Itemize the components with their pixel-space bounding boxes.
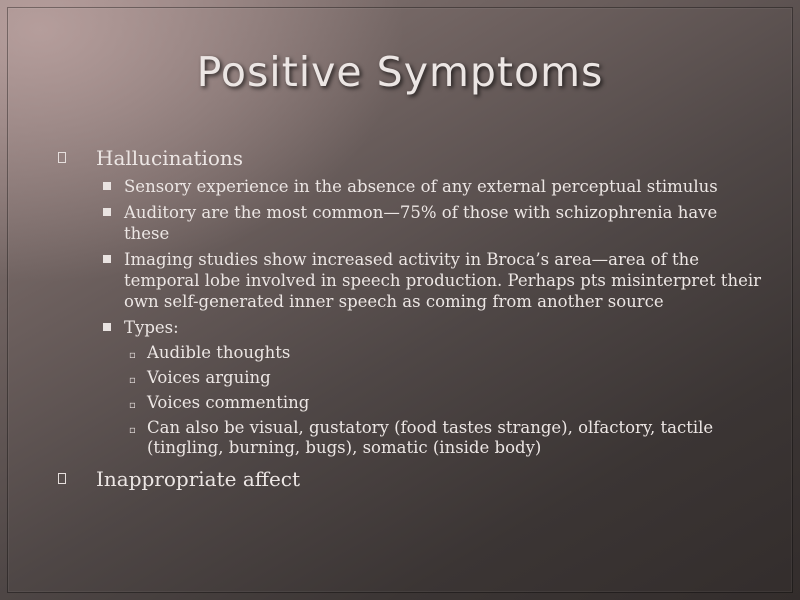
hollow-square-bullet-icon — [58, 473, 66, 484]
bullet-level1 — [58, 146, 763, 170]
bullet-text: Sensory experience in the absence of any external perceptual stimulus — [124, 177, 718, 196]
filled-square-bullet-icon — [103, 323, 111, 331]
bullet-level2 — [58, 176, 763, 197]
bullet-text: Inappropriate affect — [96, 467, 301, 491]
bullet-text: Hallucinations — [96, 146, 244, 170]
bullet-level3 — [58, 393, 763, 413]
bullet-level1 — [58, 467, 763, 491]
small-square-bullet-icon: ▫ — [129, 350, 136, 361]
bullet-text: Types: — [124, 318, 179, 337]
filled-square-bullet-icon — [103, 208, 111, 216]
bullet-level3 — [58, 343, 763, 363]
bullet-level2 — [58, 249, 763, 312]
slide-content — [58, 146, 763, 497]
bullet-level2 — [58, 202, 763, 244]
slide-title: Positive Symptoms — [196, 48, 604, 96]
bullet-level3 — [58, 418, 763, 458]
bullet-level3 — [58, 368, 763, 388]
bullet-text: Voices commenting — [147, 393, 310, 412]
filled-square-bullet-icon — [103, 182, 111, 190]
bullet-text: Auditory are the most common—75% of those with schizophrenia have these — [124, 203, 718, 243]
bullet-text: Can also be visual, gustatory (food tastes strange), olfactory, tactile (tingling, burning, bugs), somatic (inside body) — [147, 418, 714, 457]
small-square-bullet-icon: ▫ — [129, 425, 136, 436]
filled-square-bullet-icon — [103, 255, 111, 263]
bullet-text: Audible thoughts — [147, 343, 291, 362]
bullet-text: Imaging studies show increased activity in Broca’s area—area of the temporal lobe involved in speech production. Perhaps pts misinterpret their own self-generated inner speech as coming from another source — [124, 250, 761, 311]
small-square-bullet-icon: ▫ — [129, 400, 136, 411]
bullet-level2 — [58, 317, 763, 338]
hollow-square-bullet-icon — [58, 152, 66, 163]
small-square-bullet-icon: ▫ — [129, 375, 136, 386]
bullet-text: Voices arguing — [147, 368, 271, 387]
